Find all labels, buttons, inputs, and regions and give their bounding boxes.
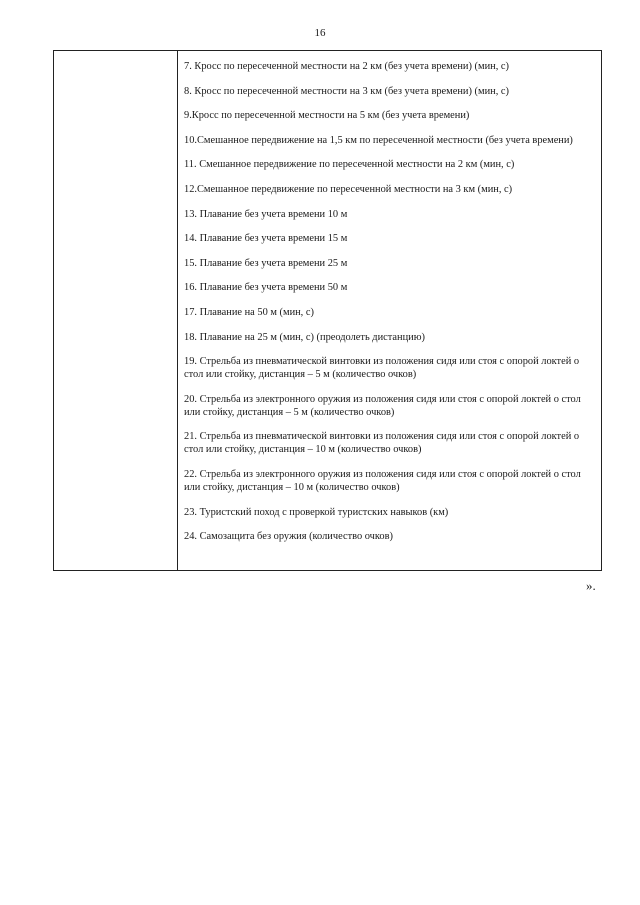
list-item: 12.Смешанное передвижение по пересеченной местности на 3 км (мин, с) bbox=[184, 183, 513, 195]
list-item: 10.Смешанное передвижение на 1,5 км по пересеченной местности (без учета времени) bbox=[184, 134, 573, 146]
list-item: 24. Самозащита без оружия (количество очков) bbox=[184, 531, 393, 543]
list-item: 19. Стрельба из пневматической винтовки из положения сидя или стоя с опорой локтей о стол или стойку, дистанция – 5 м (количество очков) bbox=[184, 356, 580, 381]
list-item: 14. Плавание без учета времени 15 м bbox=[184, 233, 348, 245]
closing-quote-mark: ». bbox=[586, 578, 596, 593]
list-item: 22. Стрельба из электронного оружия из положения сидя или стоя с опорой локтей о стол или стойку, дистанция – 10 м (количество очков) bbox=[184, 468, 581, 493]
table-left-cell bbox=[54, 51, 178, 570]
page-number: 16 bbox=[314, 27, 326, 39]
list-item: 21. Стрельба из пневматической винтовки из положения сидя или стоя с опорой локтей о стол или стойку, дистанция – 10 м (количество очков) bbox=[184, 431, 580, 456]
list-item: 16. Плавание без учета времени 50 м bbox=[184, 282, 348, 294]
list-item: 15. Плавание без учета времени 25 м bbox=[184, 257, 348, 269]
list-item: 13. Плавание без учета времени 10 м bbox=[184, 208, 348, 220]
list-item: 7. Кросс по пересеченной местности на 2 км (без учета времени) (мин, с) bbox=[184, 61, 509, 72]
list-item: 8. Кросс по пересеченной местности на 3 км (без учета времени) (мин, с) bbox=[184, 85, 509, 97]
list-item: 18. Плавание на 25 м (мин, с) (преодолеть дистанцию) bbox=[184, 331, 425, 343]
list-item: 11. Смешанное передвижение по пересеченной местности на 2 км (мин, с) bbox=[184, 159, 515, 171]
list-item: 9.Кросс по пересеченной местности на 5 км (без учета времени) bbox=[184, 110, 470, 122]
requirements-table bbox=[53, 50, 602, 571]
table-right-cell bbox=[178, 51, 601, 570]
list-item: 23. Туристский поход с проверкой туристских навыков (км) bbox=[184, 506, 449, 518]
list-item: 17. Плавание на 50 м (мин, с) bbox=[184, 306, 314, 318]
list-item: 20. Стрельба из электронного оружия из положения сидя или стоя с опорой локтей о стол или стойку, дистанция – 5 м (количество очков) bbox=[184, 393, 581, 418]
